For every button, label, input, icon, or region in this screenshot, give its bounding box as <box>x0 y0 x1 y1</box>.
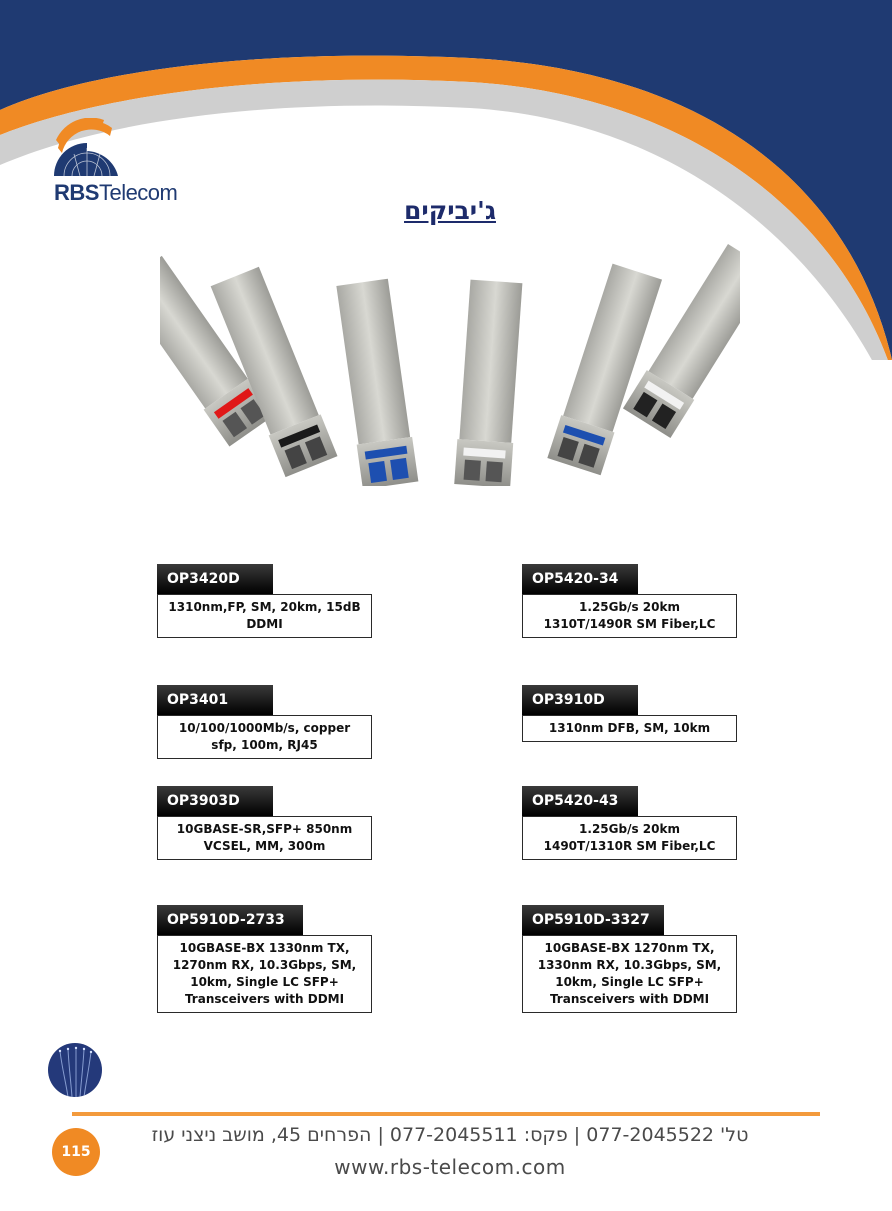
footer-divider <box>72 1112 820 1116</box>
logo-text-light: Telecom <box>98 180 178 205</box>
product-code: OP5910D-3327 <box>522 905 664 935</box>
website-link[interactable]: www.rbs-telecom.com <box>334 1155 566 1179</box>
product-description: 10GBASE-BX 1270nm TX, 1330nm RX, 10.3Gbps, SM, 10km, Single LC SFP+ Transceivers with DDMI <box>522 935 737 1013</box>
product-description: 1.25Gb/s 20km 1310T/1490R SM Fiber,LC <box>522 594 737 638</box>
sfp-modules-image <box>160 236 740 486</box>
footer-fiber-icon <box>48 1043 102 1097</box>
product-code: OP5910D-2733 <box>157 905 303 935</box>
product-code: OP5420-34 <box>522 564 638 594</box>
product-description: 1310nm DFB, SM, 10km <box>522 715 737 742</box>
product-code: OP3401 <box>157 685 273 715</box>
product-code: OP5420-43 <box>522 786 638 816</box>
product-description: 1.25Gb/s 20km 1490T/1310R SM Fiber,LC <box>522 816 737 860</box>
product-description: 10/100/1000Mb/s, copper sfp, 100m, RJ45 <box>157 715 372 759</box>
logo-globe-icon <box>52 118 122 178</box>
contact-info: טל' 077-2045522 | פקס: 077-2045511 | הפרחים 45, מושב ניצני עוז <box>151 1124 749 1146</box>
logo-text-bold: RBS <box>54 180 99 205</box>
company-logo <box>52 118 192 208</box>
logo-text <box>54 180 177 206</box>
product-description: 10GBASE-BX 1330nm TX, 1270nm RX, 10.3Gbps, SM, 10km, Single LC SFP+ Transceivers with DDMI <box>157 935 372 1013</box>
product-description: 10GBASE-SR,SFP+ 850nm VCSEL, MM, 300m <box>157 816 372 860</box>
product-description: 1310nm,FP, SM, 20km, 15dB DDMI <box>157 594 372 638</box>
product-code: OP3420D <box>157 564 273 594</box>
product-code: OP3903D <box>157 786 273 816</box>
product-code: OP3910D <box>522 685 638 715</box>
page-title: ג'יביקים <box>404 196 496 225</box>
page-number-badge: 115 <box>52 1128 100 1176</box>
